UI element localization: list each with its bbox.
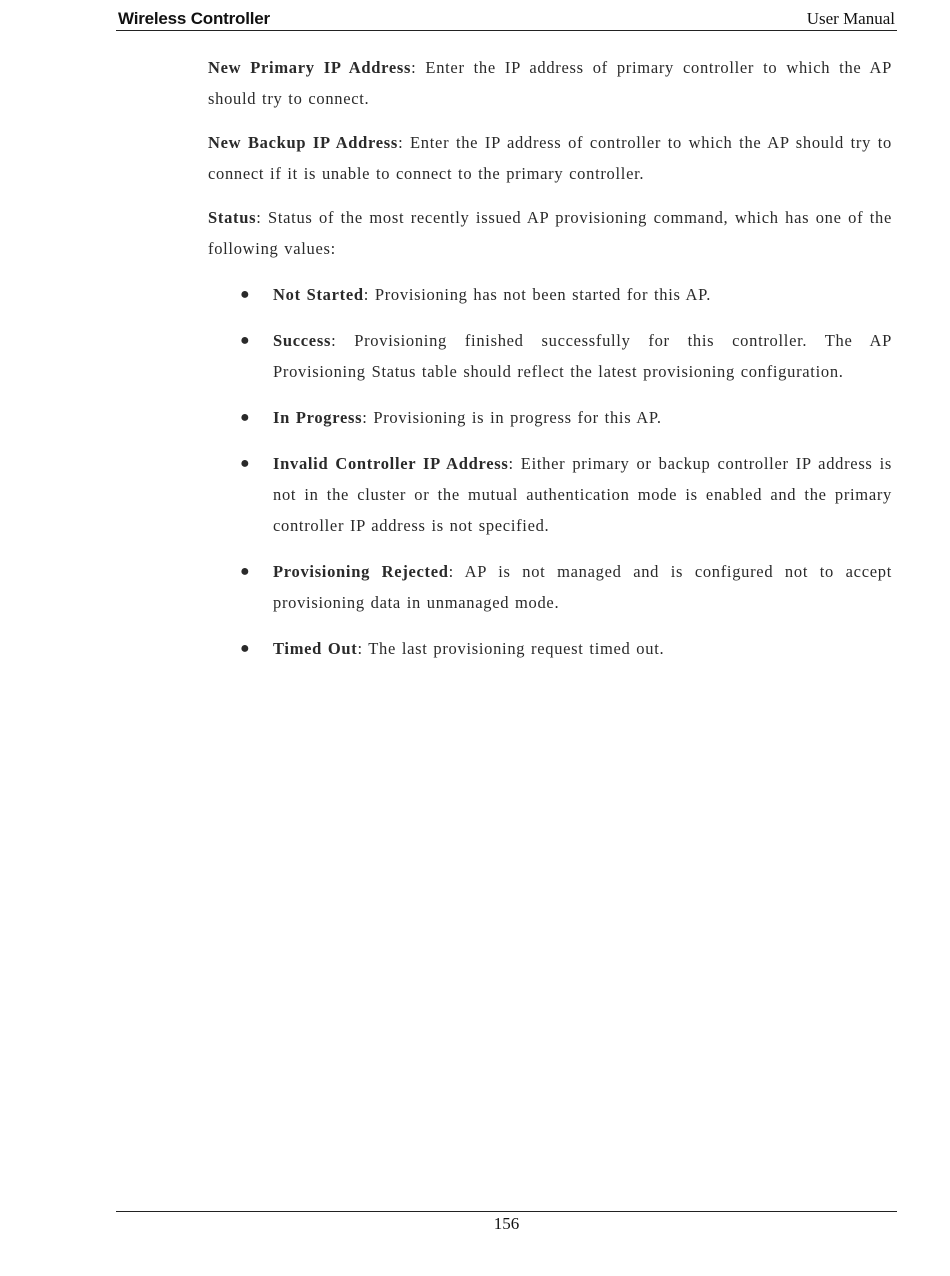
paragraph-new-backup-ip <box>208 127 892 189</box>
paragraph-text: : Status of the most recently issued AP provisioning command, which has one of the following values: <box>208 208 892 258</box>
list-item-term: Invalid Controller IP Address <box>273 454 509 473</box>
list-item-provisioning-rejected <box>208 556 892 618</box>
page-header <box>116 8 897 31</box>
list-item-in-progress <box>208 402 892 433</box>
paragraph-text: : Enter the IP address of primary controller to which the AP should try to connect. <box>208 58 892 108</box>
list-item-text: : Either primary or backup controller IP address is not in the cluster or the mutual authentication mode is enabled and the primary controller IP address is not specified. <box>273 454 892 535</box>
list-item-text: : Provisioning is in progress for this AP. <box>362 408 662 427</box>
list-item-success <box>208 325 892 387</box>
list-item-not-started <box>208 279 892 310</box>
list-item-term: Success <box>273 331 332 350</box>
status-values-list <box>208 279 892 664</box>
paragraph-term: New Primary IP Address <box>208 58 412 77</box>
header-title: Wireless Controller <box>118 9 270 28</box>
bullet-icon: ● <box>240 332 251 349</box>
list-item-text: : Provisioning has not been started for this AP. <box>363 285 712 304</box>
paragraph-term: New Backup IP Address <box>208 133 399 152</box>
list-item-timed-out <box>208 633 892 664</box>
header-document-type: User Manual <box>806 9 895 28</box>
bullet-icon: ● <box>240 409 251 426</box>
footer-divider <box>116 1211 897 1212</box>
list-item-term: Not Started <box>273 285 364 304</box>
list-item-text: : The last provisioning request timed out. <box>357 639 665 658</box>
paragraph-term: Status <box>208 208 257 227</box>
page-number: 156 <box>493 1214 520 1233</box>
list-item-term: Provisioning Rejected <box>273 562 449 581</box>
bullet-icon: ● <box>240 455 251 472</box>
bullet-icon: ● <box>240 640 251 657</box>
paragraph-text: : Enter the IP address of controller to which the AP should try to connect if it is unable to connect to the primary controller. <box>208 133 892 183</box>
paragraph-new-primary-ip <box>208 52 892 114</box>
page-content <box>208 52 892 679</box>
list-item-term: Timed Out <box>273 639 358 658</box>
bullet-icon: ● <box>240 286 251 303</box>
paragraph-status <box>208 202 892 264</box>
list-item-text: : Provisioning finished successfully for this controller. The AP Provisioning Status table should reflect the latest provisioning configuration. <box>273 331 892 381</box>
list-item-text: : AP is not managed and is configured not to accept provisioning data in unmanaged mode. <box>273 562 892 612</box>
list-item-invalid-controller-ip <box>208 448 892 541</box>
list-item-term: In Progress <box>273 408 363 427</box>
bullet-icon: ● <box>240 563 251 580</box>
